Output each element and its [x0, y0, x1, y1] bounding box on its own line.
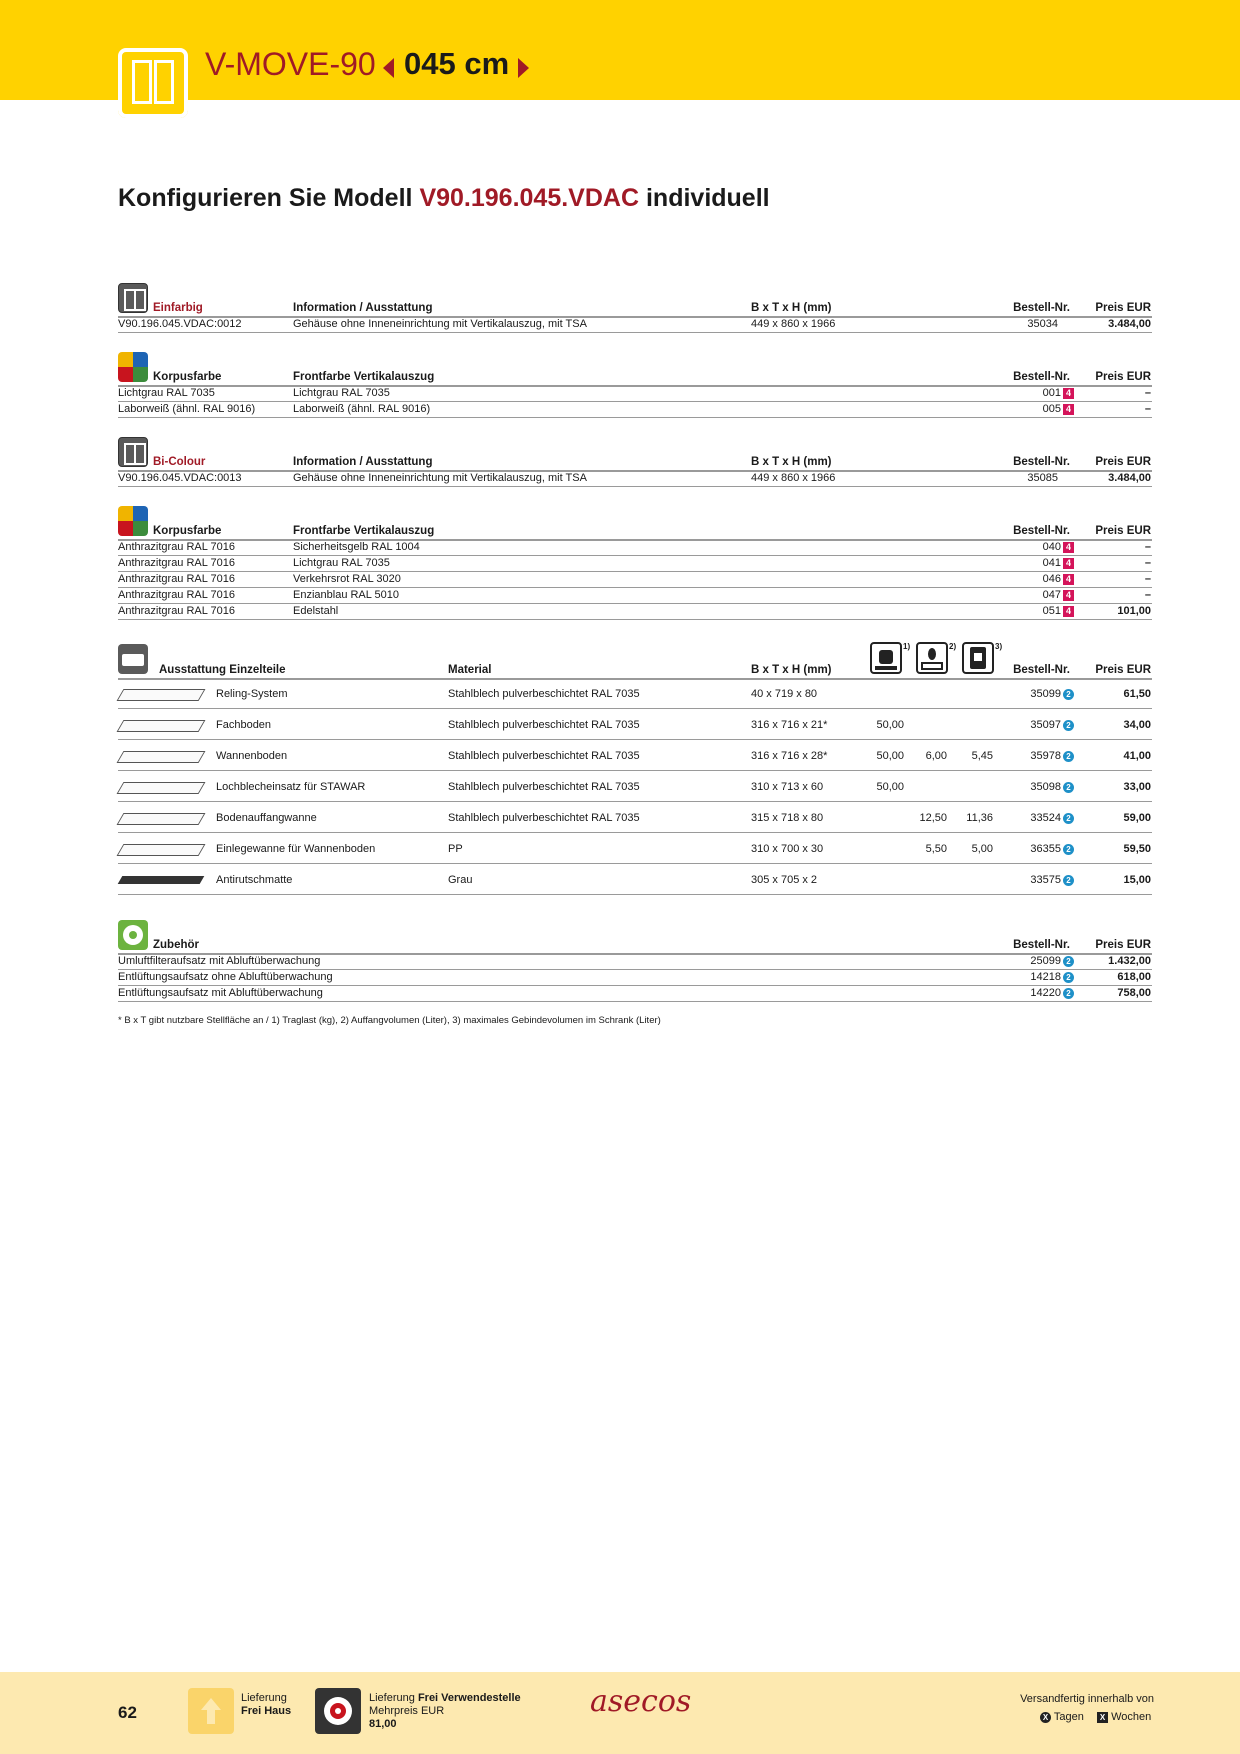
delivery-badge: 4: [1063, 590, 1074, 601]
table-cell: Lichtgrau RAL 7035: [118, 387, 215, 399]
table-cell: 41,00: [1123, 750, 1151, 762]
delivery-label-1: Lieferung: [241, 1692, 287, 1704]
title-prefix: Konfigurieren Sie Modell: [118, 184, 413, 212]
table-cell: Antirutschmatte: [216, 874, 293, 886]
divider: [118, 619, 1152, 620]
col-header: Frontfarbe Vertikalauszug: [293, 525, 435, 537]
table-cell: [990, 812, 1074, 824]
table-cell: [990, 719, 1074, 731]
table-cell: Umluftfilteraufsatz mit Abluftüberwachung: [118, 955, 321, 967]
table-cell: Entlüftungsaufsatz ohne Abluftüberwachung: [118, 971, 333, 983]
table-cell: Gehäuse ohne Inneneinrichtung mit Vertikalauszug, mit TSA: [293, 318, 587, 330]
table-cell: Lichtgrau RAL 7035: [293, 557, 390, 569]
table-cell: 3.484,00: [1108, 318, 1151, 330]
section-title: Zubehör: [153, 939, 199, 951]
perforated-insert-icon: [118, 777, 204, 797]
table-cell: [990, 781, 1074, 793]
table-cell: [990, 589, 1074, 601]
table-cell: Bodenauffangwanne: [216, 812, 317, 824]
divider: [118, 832, 1152, 833]
shelf-icon: [118, 644, 148, 674]
target-delivery-icon: [315, 1688, 361, 1734]
rail-system-icon: [118, 684, 204, 704]
delivery-badge: 4: [1063, 388, 1074, 399]
col-header: Preis EUR: [1095, 456, 1151, 468]
table-cell: [990, 557, 1074, 569]
cabinet-bicolour-icon: [118, 437, 148, 467]
table-cell: –: [1144, 387, 1151, 399]
delivery-badge: 2: [1063, 875, 1074, 886]
table-cell: 449 x 860 x 1966: [751, 318, 836, 330]
col-header: Information / Ausstattung: [293, 456, 433, 468]
footnote-marker: 3): [995, 642, 1003, 651]
divider: [118, 894, 1152, 895]
table-cell: –: [1144, 403, 1151, 415]
model-title: V-MOVE-90: [205, 46, 376, 82]
divider: [118, 770, 1152, 771]
shelf-board-icon: [118, 715, 204, 735]
load-weight-icon: [870, 642, 902, 674]
table-cell: 35034: [1027, 318, 1058, 330]
col-header: Korpusfarbe: [153, 371, 222, 383]
table-cell: 34,00: [1123, 719, 1151, 731]
divider: [118, 863, 1152, 864]
table-cell: 101,00: [1117, 605, 1151, 617]
ship-weeks: [1097, 1711, 1151, 1723]
order-number: 33575: [1030, 874, 1061, 886]
divider: [118, 801, 1152, 802]
table-cell: Lochblecheinsatz für STAWAR: [216, 781, 366, 793]
collection-volume-icon: [916, 642, 948, 674]
divider: [118, 708, 1152, 709]
table-cell: 5,50: [925, 843, 947, 855]
table-cell: Anthrazitgrau RAL 7016: [118, 573, 235, 585]
table-cell: –: [1144, 557, 1151, 569]
table-cell: Anthrazitgrau RAL 7016: [118, 589, 235, 601]
table-cell: –: [1144, 541, 1151, 553]
ship-title: Versandfertig innerhalb von: [1020, 1693, 1154, 1705]
table-cell: Enzianblau RAL 5010: [293, 589, 400, 601]
use-label-1a: Lieferung: [369, 1692, 415, 1704]
col-header: Frontfarbe Vertikalauszug: [293, 371, 435, 383]
next-size-arrow-icon[interactable]: [518, 58, 529, 78]
delivery-badge: 2: [1063, 813, 1074, 824]
divider: [118, 332, 1152, 333]
table-cell: Stahlblech pulverbeschichtet RAL 7035: [448, 812, 640, 824]
page-number: 62: [118, 1703, 137, 1722]
order-number: 051: [1042, 605, 1061, 617]
title-suffix: individuell: [645, 184, 770, 212]
table-cell: Stahlblech pulverbeschichtet RAL 7035: [448, 719, 640, 731]
order-number: 14218: [1030, 971, 1061, 983]
delivery-badge: 2: [1063, 751, 1074, 762]
table-cell: 1.432,00: [1108, 955, 1151, 967]
delivery-badge: 2: [1063, 689, 1074, 700]
table-cell: [990, 688, 1074, 700]
table-cell: V90.196.045.VDAC:0013: [118, 472, 242, 484]
use-label-2: Mehrpreis EUR: [369, 1705, 445, 1717]
table-cell: 59,00: [1123, 812, 1151, 824]
table-cell: Laborweiß (ähnl. RAL 9016): [118, 403, 256, 415]
table-cell: –: [1144, 589, 1151, 601]
table-cell: 40 x 719 x 80: [751, 688, 818, 700]
footnote-marker: 1): [903, 642, 911, 651]
table-cell: Entlüftungsaufsatz mit Abluftüberwachung: [118, 987, 323, 999]
table-cell: 11,36: [966, 812, 993, 824]
divider: [118, 401, 1152, 402]
weeks-x-icon: X: [1097, 1712, 1108, 1723]
table-cell: Verkehrsrot RAL 3020: [293, 573, 401, 585]
table-cell: Edelstahl: [293, 605, 339, 617]
table-cell: [990, 874, 1074, 886]
table-cell: Anthrazitgrau RAL 7016: [118, 541, 235, 553]
divider: [118, 985, 1152, 986]
delivery-badge: 2: [1063, 844, 1074, 855]
order-number: 005: [1042, 403, 1061, 415]
order-number: 25099: [1030, 955, 1061, 967]
table-cell: 33,00: [1123, 781, 1151, 793]
col-header: Bestell-Nr.: [1013, 939, 1070, 951]
order-number: 041: [1042, 557, 1061, 569]
table-cell: 5,00: [971, 843, 993, 855]
order-number: 040: [1042, 541, 1061, 553]
table-cell: [990, 750, 1074, 762]
table-cell: Wannenboden: [216, 750, 288, 762]
use-label-1: [369, 1692, 521, 1704]
table-cell: Anthrazitgrau RAL 7016: [118, 557, 235, 569]
col-header: Bestell-Nr.: [1013, 664, 1070, 676]
table-cell: Laborweiß (ähnl. RAL 9016): [293, 403, 431, 415]
delivery-label-2: Frei Haus: [241, 1705, 292, 1717]
table-cell: Einlegewanne für Wannenboden: [216, 843, 376, 855]
table-cell: 50,00: [876, 719, 904, 731]
table-cell: 61,50: [1123, 688, 1151, 700]
delivery-badge: 2: [1063, 988, 1074, 999]
color-swatch-icon: [118, 352, 148, 382]
order-number: 001: [1042, 387, 1061, 399]
order-number: 046: [1042, 573, 1061, 585]
days-label: Tagen: [1053, 1711, 1084, 1723]
delivery-badge: 2: [1063, 972, 1074, 983]
divider: [118, 417, 1152, 418]
table-cell: [990, 573, 1074, 585]
table-cell: 310 x 700 x 30: [751, 843, 824, 855]
footnote: * B x T gibt nutzbare Stellfläche an / 1) Traglast (kg), 2) Auffangvolumen (Liter), 3) maximales Gebindevolumen im Schrank (Liter): [118, 1015, 661, 1026]
floor-sump-icon: [118, 808, 204, 828]
col-header: Information / Ausstattung: [293, 302, 433, 314]
page-title: [118, 184, 770, 213]
order-number: 14220: [1030, 987, 1061, 999]
table-cell: 12,50: [919, 812, 947, 824]
col-header: Korpusfarbe: [153, 525, 222, 537]
table-cell: Stahlblech pulverbeschichtet RAL 7035: [448, 688, 640, 700]
col-header: Bestell-Nr.: [1013, 525, 1070, 537]
table-cell: 758,00: [1117, 987, 1151, 999]
use-label-3: 81,00: [369, 1718, 397, 1730]
order-number: 35097: [1030, 719, 1061, 731]
table-cell: 50,00: [876, 781, 904, 793]
cabinet-single-color-icon: [118, 283, 148, 313]
table-cell: [990, 955, 1074, 967]
table-cell: [990, 403, 1074, 415]
order-number: 35099: [1030, 688, 1061, 700]
divider: [118, 603, 1152, 604]
footnote-marker: 2): [949, 642, 957, 651]
col-header: Bestell-Nr.: [1013, 371, 1070, 383]
insert-tray-icon: [118, 839, 204, 859]
brand-logo: asecos: [590, 1684, 692, 1719]
col-header: Bestell-Nr.: [1013, 302, 1070, 314]
table-cell: 15,00: [1123, 874, 1151, 886]
table-cell: Lichtgrau RAL 7035: [293, 387, 390, 399]
table-cell: Reling-System: [216, 688, 288, 700]
cabinet-icon: [118, 48, 188, 118]
ship-days: [1040, 1711, 1084, 1723]
table-cell: 315 x 718 x 80: [751, 812, 824, 824]
order-number: 33524: [1030, 812, 1061, 824]
col-header: Preis EUR: [1095, 664, 1151, 676]
col-header: Preis EUR: [1095, 302, 1151, 314]
table-cell: [990, 971, 1074, 983]
order-number: 35978: [1030, 750, 1061, 762]
order-number: 047: [1042, 589, 1061, 601]
size-label: 045 cm: [404, 46, 510, 81]
door-right-icon: [154, 60, 174, 104]
section-title: Bi-Colour: [153, 456, 206, 468]
use-label-1b: Frei Verwendestelle: [417, 1692, 521, 1704]
door-left-icon: [132, 60, 152, 104]
table-cell: [990, 987, 1074, 999]
table-cell: Stahlblech pulverbeschichtet RAL 7035: [448, 781, 640, 793]
table-cell: 6,00: [925, 750, 947, 762]
divider: [118, 571, 1152, 572]
delivery-badge: 4: [1063, 574, 1074, 585]
col-header: Preis EUR: [1095, 525, 1151, 537]
table-cell: Grau: [448, 874, 473, 886]
table-cell: 316 x 716 x 28*: [751, 750, 828, 762]
divider: [118, 1001, 1152, 1002]
table-cell: 35085: [1027, 472, 1058, 484]
table-cell: 618,00: [1117, 971, 1151, 983]
col-header: B x T x H (mm): [751, 302, 832, 314]
weeks-label: Wochen: [1111, 1711, 1152, 1723]
delivery-badge: 4: [1063, 542, 1074, 553]
col-header: Material: [448, 664, 492, 676]
table-cell: 50,00: [876, 750, 904, 762]
table-cell: Sicherheitsgelb RAL 1004: [293, 541, 420, 553]
table-cell: 449 x 860 x 1966: [751, 472, 836, 484]
delivery-badge: 2: [1063, 782, 1074, 793]
divider: [118, 678, 1152, 680]
table-cell: –: [1144, 573, 1151, 585]
col-header: B x T x H (mm): [751, 456, 832, 468]
table-cell: [990, 605, 1074, 617]
table-cell: 305 x 705 x 2: [751, 874, 818, 886]
table-cell: 5,45: [971, 750, 993, 762]
table-cell: [990, 541, 1074, 553]
days-x-icon: X: [1040, 1712, 1051, 1723]
table-cell: Stahlblech pulverbeschichtet RAL 7035: [448, 750, 640, 762]
col-header: Preis EUR: [1095, 939, 1151, 951]
table-cell: Gehäuse ohne Inneneinrichtung mit Vertikalauszug, mit TSA: [293, 472, 587, 484]
table-cell: 316 x 716 x 21*: [751, 719, 828, 731]
table-cell: Anthrazitgrau RAL 7016: [118, 605, 235, 617]
table-cell: [990, 387, 1074, 399]
order-number: 35098: [1030, 781, 1061, 793]
anti-slip-mat-icon: [118, 870, 204, 890]
order-number: 36355: [1030, 843, 1061, 855]
divider: [118, 486, 1152, 487]
color-swatch-icon: [118, 506, 148, 536]
title-model-code: V90.196.045.VDAC: [419, 184, 640, 212]
delivery-badge: 2: [1063, 720, 1074, 731]
table-cell: PP: [448, 843, 463, 855]
section-title: Ausstattung Einzelteile: [159, 664, 286, 676]
delivery-badge: 4: [1063, 404, 1074, 415]
table-cell: 3.484,00: [1108, 472, 1151, 484]
section-title: Einfarbig: [153, 302, 203, 314]
col-header: Bestell-Nr.: [1013, 456, 1070, 468]
delivery-badge: 2: [1063, 956, 1074, 967]
tray-shelf-icon: [118, 746, 204, 766]
divider: [118, 739, 1152, 740]
table-cell: 310 x 713 x 60: [751, 781, 824, 793]
fan-icon: [118, 920, 148, 950]
table-cell: [990, 843, 1074, 855]
col-header: Preis EUR: [1095, 371, 1151, 383]
table-cell: V90.196.045.VDAC:0012: [118, 318, 242, 330]
divider: [118, 555, 1152, 556]
prev-size-arrow-icon[interactable]: [383, 58, 394, 78]
table-cell: Fachboden: [216, 719, 272, 731]
table-cell: 59,50: [1123, 843, 1151, 855]
divider: [118, 587, 1152, 588]
col-header: B x T x H (mm): [751, 664, 832, 676]
divider: [118, 969, 1152, 970]
delivery-arrow-icon: [188, 1688, 234, 1734]
delivery-badge: 4: [1063, 558, 1074, 569]
delivery-badge: 4: [1063, 606, 1074, 617]
